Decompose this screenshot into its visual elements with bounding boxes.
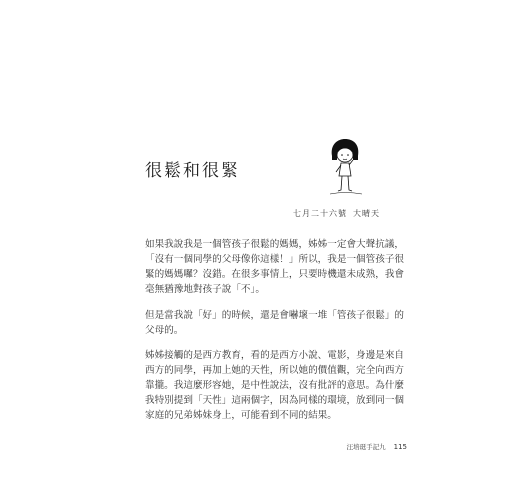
paragraph (145, 237, 405, 297)
page-number: 115 (393, 443, 407, 451)
text-line: 父母的。 (145, 325, 184, 336)
text-line: 緊的媽媽囉？沒錯。在很多事情上，只要時機還未成熟，我會 (145, 269, 405, 280)
girl-illustration (322, 138, 368, 200)
text-line: 毫無猶豫地對孩子說「不」。 (145, 284, 265, 295)
text-line: 但是當我說「好」的時候，還是會嚇壞一堆「管孩子很鬆」的 (145, 310, 405, 321)
paragraph (145, 348, 405, 423)
date-line (293, 208, 380, 219)
text-line: 姊姊接觸的是西方教育，看的是西方小說、電影，身邊是來自 (145, 350, 405, 361)
page-footer (347, 442, 407, 451)
text-line: 如果我說我是一個管孩子很鬆的媽媽，姊姊一定會大聲抗議， (145, 239, 405, 250)
footer-book-title: 汪培珽手記九 (346, 443, 386, 451)
paragraph (145, 308, 405, 338)
text-line: 「沒有一個同學的父母像你這樣！」所以，我是一個管孩子很 (145, 254, 405, 265)
text-line: 西方的同學，再加上她的天性，所以她的價值觀，完全向西方 (145, 365, 405, 376)
weather-text: 大晴天 (353, 209, 380, 218)
text-line: 家庭的兄弟姊妹身上，可能看到不同的結果。 (145, 410, 337, 421)
text-line: 靠攏。我這麼形容她，是中性說法，沒有批評的意思。為什麼 (145, 380, 405, 391)
date-text: 七月二十六號 (293, 209, 347, 218)
text-line: 我特別提到「天性」這兩個字，因為同樣的環境，放到同一個 (145, 395, 405, 406)
page-title: 很鬆和很緊 (145, 161, 240, 181)
